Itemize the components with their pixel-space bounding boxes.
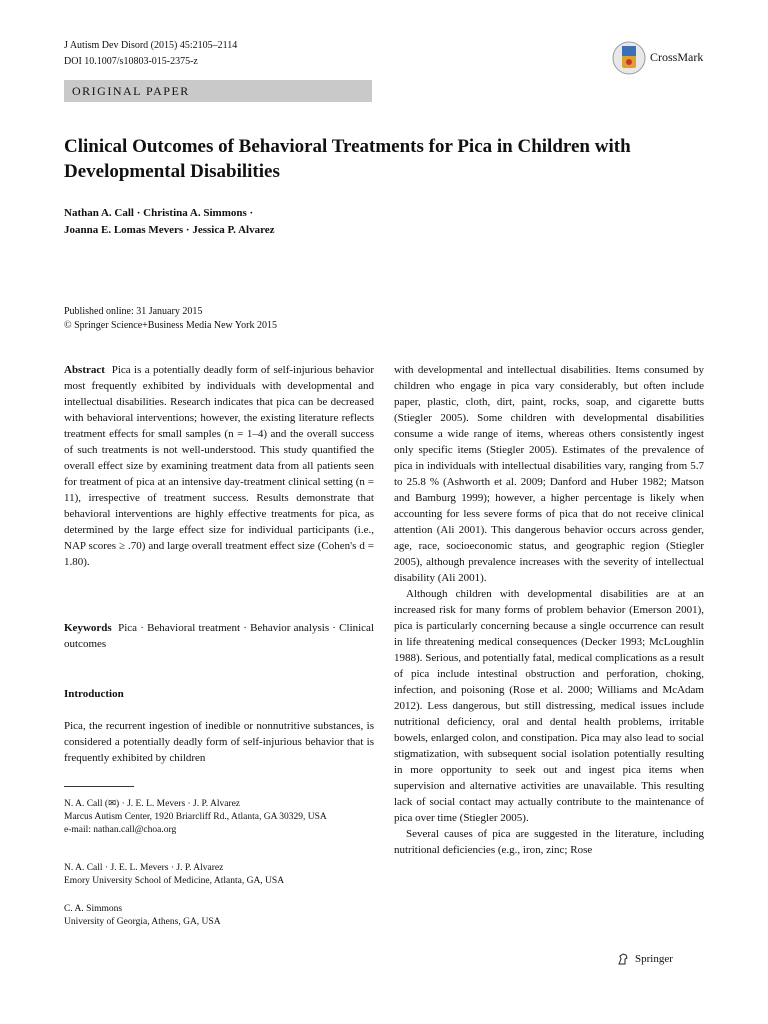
body-paragraph-1: with developmental and intellectual disabilities. Items consumed by children who engage in pica vary considerably, but often include paper, plastic, cloth, dirt, paint, rocks, soap, and cigarette butts (Stiegler 2005). Some children with developmental disabilities consume a wide range of items, whereas others consistently ingest only specific items (Stiegler 2005). Estimates of the prevalence of pica in individuals with intellectual disabilities vary, ranging from 5.7 to 25.8 % (Ashworth et al. 2009; Danford and Huber 1982; Matson and Bamburg 1999); however, a higher percentage is likely when accounting for less severe forms of pica that do not receive clinical attention (Ali 2001). This dangerous behavior occurs across gender, age, race, socioeconomic status, and geographic region (Stiegler 2005), although prevalence increases with the severity of intellectual disability (Ali 2001). [394,364,704,584]
publisher-name: Springer [635,953,673,965]
right-column-body [394,362,704,858]
abstract-section [64,362,374,570]
crossmark-label: CrossMark [650,50,704,64]
affiliation-1-authors: N. A. Call (✉) · J. E. L. Mevers · J. P. Alvarez [64,799,241,809]
section-banner: ORIGINAL PAPER [64,80,372,102]
affiliation-3-institution: University of Georgia, Athens, GA, USA [64,917,221,927]
affiliation-2-institution: Emory University School of Medicine, Atlanta, GA, USA [64,876,285,886]
affiliation-1-address: Marcus Autism Center, 1920 Briarcliff Rd., Atlanta, GA 30329, USA [64,812,327,822]
crossmark-badge[interactable] [612,40,752,76]
copyright-notice: © Springer Science+Business Media New York 2015 [64,320,277,331]
affiliation-3-authors: C. A. Simmons [64,904,123,914]
introduction-heading: Introduction [64,688,124,700]
authors-line-1: Nathan A. Call · Christina A. Simmons · [64,207,254,219]
affiliation-1 [64,798,374,837]
publication-info [64,305,277,333]
springer-horse-icon [616,952,630,966]
body-paragraph-3: Several causes of pica are suggested in the literature, including nutritional deficiencies (e.g., iron, zinc; Rose [394,828,704,856]
affiliation-2 [64,862,374,888]
doi[interactable]: DOI 10.1007/s10803-015-2375-z [64,56,198,67]
affiliation-3 [64,903,374,929]
keywords-text: Pica · Behavioral treatment · Behavior analysis · Clinical outcomes [64,622,374,650]
affiliation-1-email[interactable]: e-mail: nathan.call@choa.org [64,825,177,835]
published-date: Published online: 31 January 2015 [64,306,203,317]
footnote-divider [64,786,134,787]
body-paragraph-2: Although children with developmental disabilities are at an increased risk for many forms of problem behavior (Emerson 2001), pica is particularly concerning because a single occurrence can result in life threatening medical consequences (Decker 1993; McLoughlin 1988). Serious, and potentially fatal, medical complications as a result of pica include intestinal obstruction and perforation, choking, infection, and poisoning (Rose et al. 2000; Williams and McAdam 2012). Less dangerous, but still distressing, medical issues include nutritional deficiency, oral and dental health problems, irritable bowels, enlarged colon, and constipation. Pica may also lead to social stigmatization, with subsequent social isolation potentially resulting in more opportunity to seek out and ingest pica items when supervision and alternative activities are unavailable. This resulting lack of social contact may actually contribute to the maintenance of pica over time (Stiegler 2005). [394,588,704,824]
publisher-footer [616,952,673,966]
abstract-label: Abstract [64,364,105,376]
keywords-label: Keywords [64,622,112,634]
keywords-section [64,620,374,652]
journal-citation: J Autism Dev Disord (2015) 45:2105–2114 [64,40,238,51]
paper-title: Clinical Outcomes of Behavioral Treatments for Pica in Children with Developmental Disabilities [64,136,631,182]
affiliation-2-authors: N. A. Call · J. E. L. Mevers · J. P. Alvarez [64,863,224,873]
abstract-text: Pica is a potentially deadly form of self-injurious behavior most frequently exhibited by individuals with developmental and intellectual disabilities. Research indicates that pica can be decreased with behavioral interventions; however, the existing literature reflects treatment effects for small samples (n = 1–4) and the overall success of such treatments is not well-understood. This study quantified the overall effect size by examining treatment data from all patients seen for treatment of pica at an intensive day-treatment clinical setting (n = 11), irrespective of treatment success. Results demonstrate that behavioral interventions are highly effective treatments for pica, as determined by the large effect size for individual participants (i.e., NAP scores ≥ .70) and large overall treatment effect size (Cohen's d = 1.80). [64,364,375,568]
journal-metadata [64,38,237,70]
authors-line-2: Joanna E. Lomas Mevers · Jessica P. Alvarez [64,224,275,236]
author-list [64,205,684,239]
introduction-paragraph: Pica, the recurrent ingestion of inedible or nonnutritive substances, is considered a potentially deadly form of self-injurious behavior that is frequently exhibited by children [64,720,374,764]
crossmark-icon [612,40,646,76]
